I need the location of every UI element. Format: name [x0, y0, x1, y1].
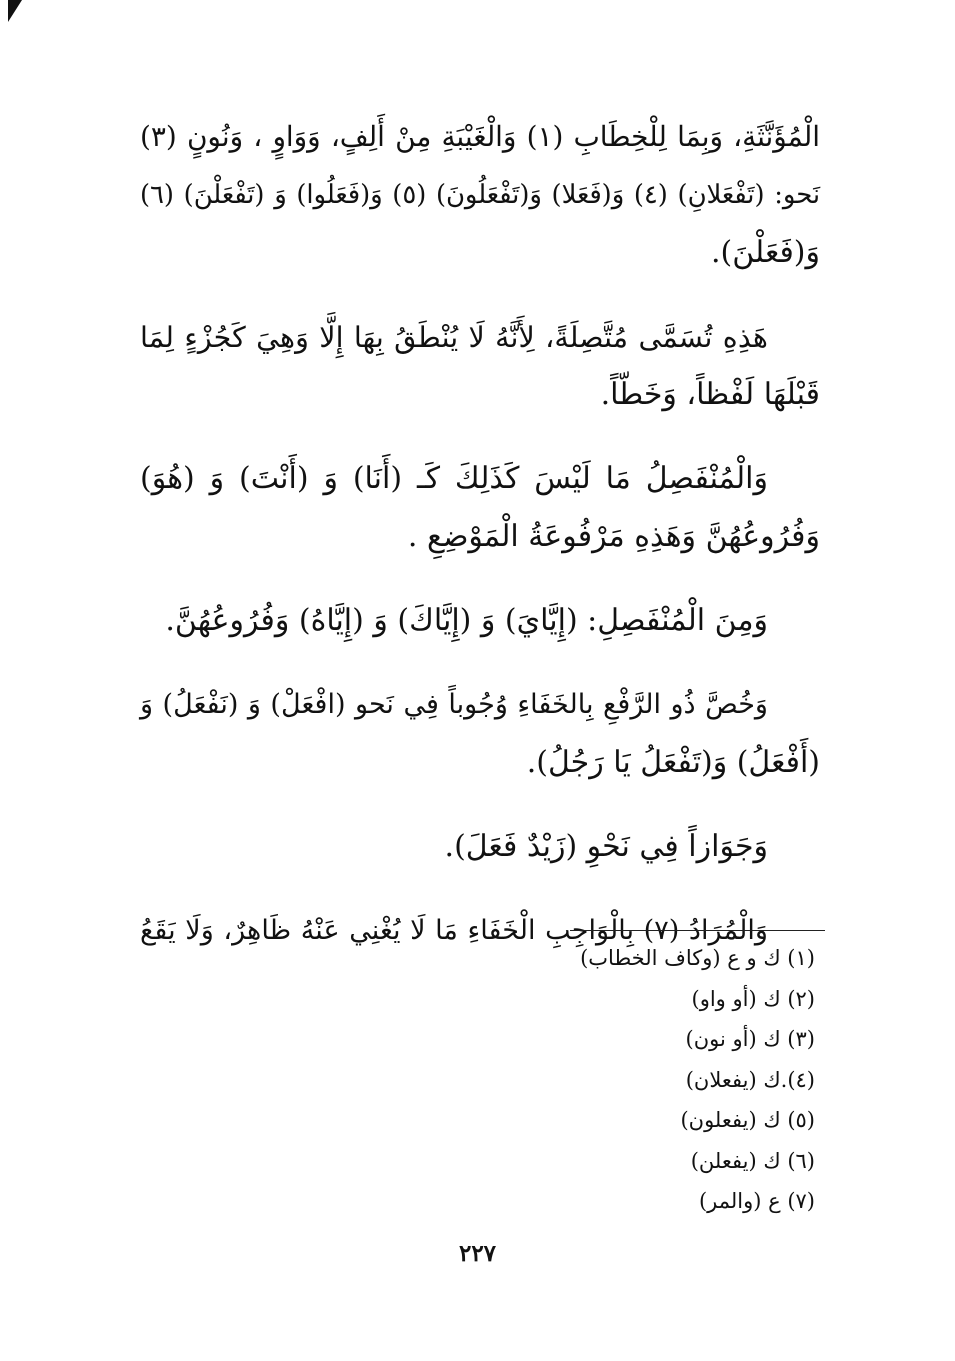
text-line: وَ(فَعَلْنَ).	[710, 235, 820, 270]
text-line: نَحو: (تَفْعَلانِ) (٤) وَ(فَعَلا) وَ(تَفْعَلُونَ) (٥) وَ(فَعَلُوا) وَ (تَفْعَلْنَ) (٦)	[140, 180, 820, 210]
paragraph-6	[140, 818, 820, 876]
footnote: (٦) ك (يفعلن)	[690, 1148, 815, 1173]
text-line: وَالْمُرَادُ (٧) بِالْوَاجِبِ الْخَفَاءِ مَا لَا يُغْنِي عَنْهُ ظَاهِرٌ، وَلَا يَقَعُ	[140, 915, 769, 946]
footnote: (٥) ك (يفعلون)	[680, 1108, 815, 1132]
footnote: (١) ك و ع (وكاف الخطاب)	[580, 946, 815, 970]
paragraph-3	[140, 450, 820, 566]
text-line: وَمِنَ الْمُنْفَصِلِ: (إِيَّايَ) وَ (إِيَّاكَ) وَ (إِيَّاهُ) وَفُرُوعُهُنَّ.	[165, 603, 768, 638]
corner-mark	[8, 0, 22, 22]
text-line: الْمُؤَنَّثَةِ، وَبِمَا لِلْخِطَابِ (١) وَالْغَيْبَةِ مِنْ أَلِفٍ، وَوَاوٍ ، وَنُونٍ (٣)	[140, 120, 820, 153]
paragraph-4	[140, 592, 820, 650]
footnote: (٣) ك (أو نون)	[685, 1027, 815, 1051]
text-line: قَبْلَهَا لَفْظاً، وَخَطّاً.	[600, 377, 820, 412]
footnote: (٢) ك (أو واو)	[691, 986, 815, 1011]
text-line: وَالْمُنْفَصِلُ مَا لَيْسَ كَذَلِكَ كَـ (أَنَا) وَ (أَنْتَ) وَ (هُوَ)	[140, 461, 768, 496]
paragraph-2	[140, 308, 820, 424]
paragraph-5	[140, 676, 820, 792]
main-text	[140, 108, 820, 986]
paragraph-1	[140, 108, 820, 282]
footnotes	[420, 938, 815, 1222]
text-line: وَجَوَازاً فِي نَحْوِ (زَيْدٌ فَعَلَ).	[444, 829, 768, 864]
footnote: (٧) ع (والمر)	[698, 1189, 815, 1213]
text-line: (أَفْعَلُ) وَ(تَفْعَلُ يَا رَجُلُ).	[526, 745, 820, 780]
page-number: ٢٢٧	[458, 1240, 497, 1267]
footnote: (٤).ك (يفعلان)	[685, 1067, 815, 1092]
text-line: وَخُصَّ ذُو الرَّفْعِ بِالخَفَاءِ وُجُوباً فِي نَحو (افْعَلْ) وَ (نَفْعَلُ) وَ	[140, 689, 768, 720]
text-line: وَفُرُوعُهُنَّ وَهَذِهِ مَرْفُوعَةُ الْمَوْضِعِ .	[407, 519, 820, 554]
footnote-separator	[570, 930, 825, 931]
text-line: هَذِهِ تُسَمَّى مُتَّصِلَةً، لِأَنَّهُ لَا يُنْطَقُ بِهَا إِلَّا وَهِيَ كَجُزْءٍ لِمَا	[140, 320, 768, 354]
